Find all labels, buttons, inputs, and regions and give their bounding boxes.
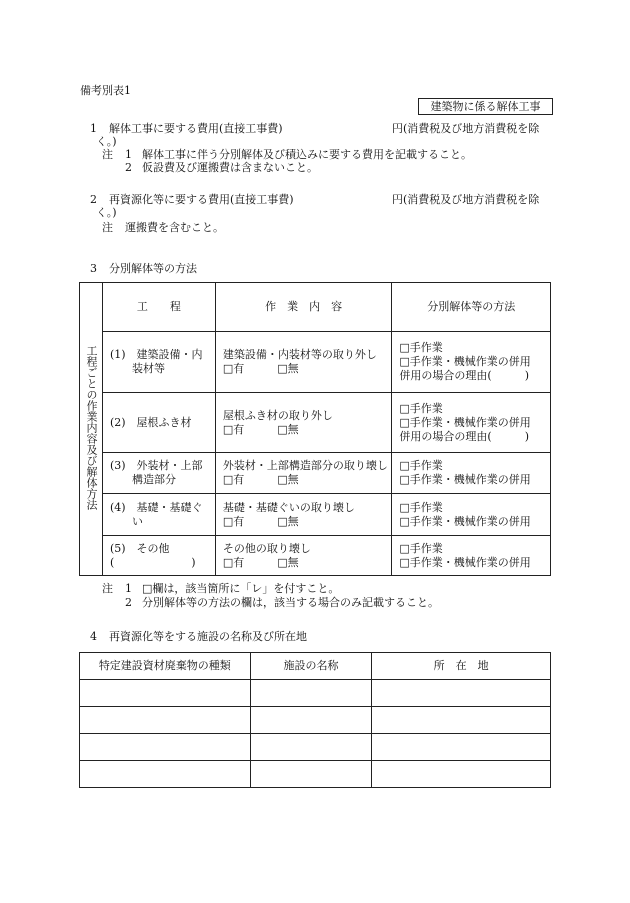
item1-unit-cont: く。) (96, 135, 117, 148)
category-box (418, 98, 553, 115)
method-manual-checkbox[interactable]: □手作業 (399, 541, 443, 555)
item1-title: 解体工事に要する費用(直接工事費) (109, 122, 283, 135)
process-other-input[interactable]: ( ) (109, 555, 196, 569)
item2-number: 2 (90, 193, 97, 206)
method-combined-checkbox[interactable]: □手作業・機械作業の併用 (399, 355, 531, 368)
facility-name-cell[interactable] (250, 761, 372, 788)
table-row (80, 453, 551, 494)
item4-number: 4 (90, 630, 97, 643)
method-manual-checkbox[interactable]: □手作業 (399, 459, 443, 472)
work-desc: その他の取り壊し (222, 541, 311, 555)
category-label: 建築物に係る解体工事 (430, 100, 541, 113)
item4-title: 再資源化等をする施設の名称及び所在地 (109, 630, 307, 643)
location-cell[interactable] (372, 707, 551, 734)
process-line1: (4) 基礎・基礎ぐ (109, 500, 203, 514)
waste-type-cell[interactable] (80, 680, 251, 707)
process-line1: (2) 屋根ふき材 (109, 415, 192, 429)
work-checkbox[interactable]: □有 □無 (222, 473, 299, 486)
waste-type-cell[interactable] (80, 734, 251, 761)
table-row (80, 734, 551, 761)
waste-type-cell[interactable] (80, 707, 251, 734)
header-waste-type: 特定建設資材廃棄物の種類 (80, 653, 251, 680)
item3-note1-num: 1 (125, 582, 132, 595)
process-line1: (1) 建築設備・内 (109, 348, 203, 361)
item2-unit-cont: く。) (96, 206, 117, 219)
table-row (80, 707, 551, 734)
process-line1: (5) その他 (109, 541, 170, 555)
facility-table (79, 652, 551, 788)
table-row (80, 761, 551, 788)
method-table-header-row (80, 283, 551, 332)
item3-note2-num: 2 (125, 596, 132, 609)
method-combined-checkbox[interactable]: □手作業・機械作業の併用 (399, 473, 531, 486)
work-checkbox[interactable]: □有 □無 (222, 422, 299, 436)
header-location: 所 在 地 (372, 653, 551, 680)
header-method: 分別解体等の方法 (392, 283, 551, 332)
location-cell[interactable] (372, 734, 551, 761)
header-process: 工 程 (102, 283, 215, 332)
header-facility-name: 施設の名称 (250, 653, 372, 680)
method-combined-checkbox[interactable]: □手作業・機械作業の併用 (399, 415, 531, 429)
work-desc: 基礎・基礎ぐいの取り壊し (222, 500, 355, 514)
item3-number: 3 (90, 262, 97, 275)
item3-title: 分別解体等の方法 (109, 262, 197, 275)
work-desc: 外装材・上部構造部分の取り壊し (222, 459, 388, 472)
process-line2: 装材等 (109, 362, 165, 375)
side-label-cell (80, 283, 103, 576)
item1-note1-num: 1 (125, 148, 132, 161)
table-row (80, 494, 551, 536)
work-desc: 屋根ふき材の取り外し (222, 408, 333, 422)
facility-header-row (80, 653, 551, 680)
facility-name-cell[interactable] (250, 707, 372, 734)
method-table (79, 282, 551, 576)
item1-number: 1 (90, 122, 97, 135)
method-combined-checkbox[interactable]: □手作業・機械作業の併用 (399, 555, 531, 569)
side-label: 工程ごとの作業内容及び解体方法 (84, 344, 98, 510)
item1-note2-num: 2 (125, 161, 132, 174)
table-row (80, 680, 551, 707)
waste-type-cell[interactable] (80, 761, 251, 788)
combined-reason[interactable]: 併用の場合の理由( ) (399, 369, 529, 382)
table-row (80, 332, 551, 393)
process-line2: 構造部分 (109, 473, 176, 486)
item3-note1: □欄は，該当箇所に「レ」を付すこと。 (142, 582, 340, 595)
facility-name-cell[interactable] (250, 734, 372, 761)
item2-title: 再資源化等に要する費用(直接工事費) (109, 193, 294, 206)
work-checkbox[interactable]: □有 □無 (222, 514, 299, 528)
item1-unit: 円(消費税及び地方消費税を除 (392, 122, 540, 135)
combined-reason[interactable]: 併用の場合の理由( ) (399, 429, 529, 443)
work-desc: 建築設備・内装材等の取り外し (222, 348, 377, 361)
item1-note1: 解体工事に伴う分別解体及び積込みに要する費用を記載すること。 (142, 148, 472, 161)
item1-note-label: 注 (102, 148, 113, 161)
location-cell[interactable] (372, 680, 551, 707)
process-line2: い (109, 514, 143, 528)
method-combined-checkbox[interactable]: □手作業・機械作業の併用 (399, 514, 531, 528)
location-cell[interactable] (372, 761, 551, 788)
table-row (80, 536, 551, 576)
document-label: 備考別表1 (80, 84, 131, 97)
facility-name-cell[interactable] (250, 680, 372, 707)
work-checkbox[interactable]: □有 □無 (222, 555, 299, 569)
item3-note2: 分別解体等の方法の欄は，該当する場合のみ記載すること。 (142, 596, 439, 609)
work-checkbox[interactable]: □有 □無 (222, 362, 299, 375)
method-manual-checkbox[interactable]: □手作業 (399, 401, 443, 415)
table-row (80, 393, 551, 453)
item2-note-label: 注 (102, 221, 113, 234)
method-manual-checkbox[interactable]: □手作業 (399, 500, 443, 514)
item3-note-label: 注 (102, 582, 113, 595)
header-work: 作 業 内 容 (215, 283, 392, 332)
item2-unit: 円(消費税及び地方消費税を除 (392, 193, 540, 206)
process-line1: (3) 外装材・上部 (109, 459, 203, 472)
item1-note2: 仮設費及び運搬費は含まないこと。 (142, 161, 318, 174)
method-manual-checkbox[interactable]: □手作業 (399, 341, 443, 354)
item2-note: 運搬費を含むこと。 (125, 221, 224, 234)
